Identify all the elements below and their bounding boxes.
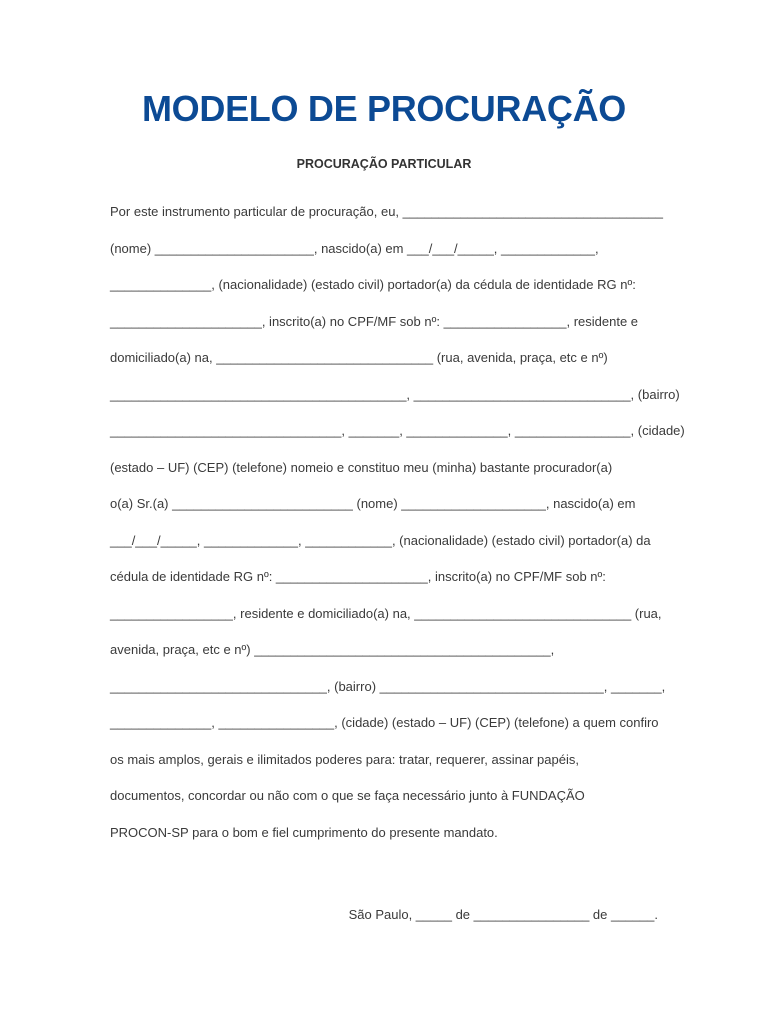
body-line: documentos, concordar ou não com o que se faça necessário junto à FUNDAÇÃO [110, 788, 585, 803]
body-line: (estado – UF) (CEP) (telefone) nomeio e constituo meu (minha) bastante procurador(a) [110, 459, 613, 475]
document-title: MODELO DE PROCURAÇÃO [141, 88, 626, 129]
body-line: (nome) ______________________, nascido(a) em ___/___/_____, _____________, [110, 240, 599, 256]
body-line: avenida, praça, etc e nº) _________________________________________, [110, 642, 555, 657]
body-line: ______________, ________________, (cidade) (estado – UF) (CEP) (telefone) a quem confiro [110, 715, 659, 730]
body-line: domiciliado(a) na, ______________________________ (rua, avenida, praça, etc e nº) [110, 350, 608, 365]
body-line: _________________________________________, ______________________________, (bairro) [110, 386, 680, 402]
body-line: _____________________, inscrito(a) no CPF/MF sob nº: _________________, residente e [110, 313, 639, 329]
document-subtitle: PROCURAÇÃO PARTICULAR [296, 157, 472, 171]
document-body [110, 203, 685, 860]
body-line: os mais amplos, gerais e ilimitados poderes para: tratar, requerer, assinar papéis, [110, 751, 579, 767]
body-line: ___/___/_____, _____________, ____________, (nacionalidade) (estado civil) portador(a) da [110, 532, 651, 548]
body-line: ________________________________, _______, ______________, ________________, (cidade) [110, 423, 685, 438]
body-line: Por este instrumento particular de procuração, eu, ____________________________________ [110, 204, 663, 219]
body-line: PROCON-SP para o bom e fiel cumprimento do presente mandato. [110, 824, 498, 840]
body-line: ______________________________, (bairro) _______________________________, _______, [110, 678, 666, 694]
body-line: _________________, residente e domiciliado(a) na, ______________________________ (rua, [110, 605, 662, 621]
body-line: cédula de identidade RG nº: _____________________, inscrito(a) no CPF/MF sob nº: [110, 569, 606, 584]
body-line: ______________, (nacionalidade) (estado civil) portador(a) da cédula de identidade RG nº: [110, 277, 636, 292]
body-line: o(a) Sr.(a) _________________________ (nome) ____________________, nascido(a) em [110, 496, 636, 511]
signature-date-line: São Paulo, _____ de ________________ de ______. [348, 907, 658, 922]
